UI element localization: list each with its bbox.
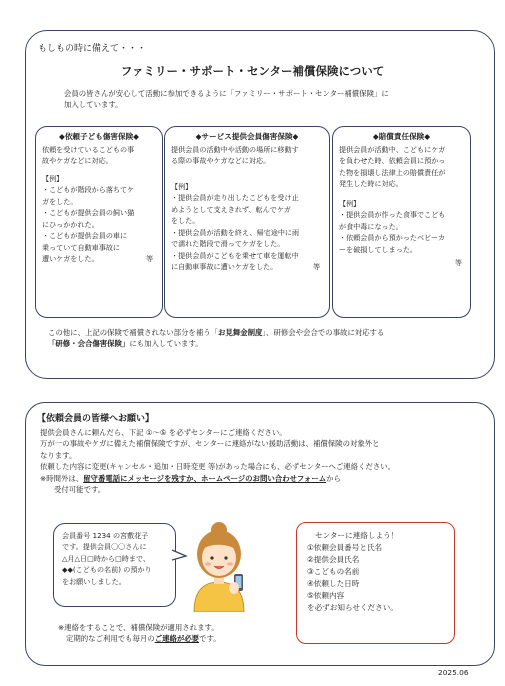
card-child-injury-insurance: ◆依頼子ども傷害保険◆ 依頼を受けているこどもの事 故やケガなどに対応。 【例】 ・こどもが階段から落ちてケ ガをした。 ・こどもが提供会員の飼い猫 にひっかかれた。 ・こどもが提供会員の車に 乗っていて自動車事故に 遭いケガをした。 等 xyxy=(35,126,163,318)
list-item: ⑤依頼内容 xyxy=(307,590,345,600)
card-title: ◆賠償責任保険◆ xyxy=(372,132,431,141)
insurance-notice: ※連絡をすることで、補償保険が適用されます。 定期的なご利用でも毎月のご連絡が必要です。 xyxy=(58,623,221,644)
list-item: ③こどもの名前 xyxy=(307,566,360,576)
list-item: ・依頼会員から預かったベビーカ ーを破損してしまった。 xyxy=(339,233,445,254)
list-item: ・こどもが階段から落ちてケ ガをした。 xyxy=(42,185,135,206)
list-item: ・こどもが提供会員の車に 乗っていて自動車事故に 遭いケガをした。 等 xyxy=(42,231,154,264)
list-item: ・提供会員が活動を終え、帰宅途中に雨 で濡れた階段で滑ってケガをした。 xyxy=(171,227,300,249)
section2-body: 提供会員さんに頼んだら、下記 ①～⑤ を必ずセンターにご連絡ください。 万が一の事故やケガに備えた補償保険ですが、センターに連絡がない援助活動は、補償保険の対象外と なります。 依頼した内容に変更(キャンセル・追加・日時変更 等)があった場合にも、必ずセンターへご連絡ください。 ※時間外は、留守番電話にメッセージを残すか、ホームページのお問い合わせフォームから 受付可能です。 xyxy=(40,428,396,495)
document-date: 2025.06 xyxy=(438,668,469,677)
card-liability-insurance: ◆賠償責任保険◆ 提供会員が活動中、こどもにケガ を負わせた時、依頼会員に預かっ た物を損壊し法律上の賠償責任が 発生した時に対応。 【例】 ・提供会員が作った食事でこども が食中毒になった。 ・依頼会員から預かったベビーカ ーを破損してしまった。 等 xyxy=(332,126,471,318)
list-item: ④依頼した日時 xyxy=(307,578,360,588)
woman-on-phone-illustration xyxy=(184,520,254,612)
section1-title: ファミリー・サポート・センター補償保険について xyxy=(120,64,385,78)
contact-footer: を必ずお知らせください。 xyxy=(307,602,398,612)
section2-heading: 【依頼会員の皆様へお願い】 xyxy=(37,414,155,424)
list-item: ①依頼会員番号と氏名 xyxy=(307,542,383,552)
card-title: ◆依頼子ども傷害保険◆ xyxy=(58,132,140,141)
card-title: ◆サービス提供会員傷害保険◆ xyxy=(195,132,299,141)
card-provider-injury-insurance: ◆サービス提供会員傷害保険◆ 提供会員の活動中や活動の場所に移動す る際の事故やケガなどに対応。 【例】 ・提供会員が走り出したこどもを受け止 めようとして支えきれず、転んでケガ をした。 ・提供会員が活動を終え、帰宅途中に雨 で濡れた階段で滑ってケガをした。 ・提供会員がこどもを乗せて車を運転中 に自動車事故に遭いケガをした。 等 xyxy=(164,126,330,318)
list-item: ・提供会員が作った食事でこども が食中毒になった。 xyxy=(339,210,446,231)
section1-note: この他に、上記の保険で補償されない部分を補う「お見舞金制度」、研修会や会合での事故に対応する 「研修・会合傷害保険」にも加入しています。 xyxy=(48,328,385,349)
contact-title: センターに連絡しよう！ xyxy=(315,531,399,540)
example-message-bubble: 会員番号 1234 の宮敷花子 です。提供会員〇〇さんに △月△日□時から□時まで、 ◆◆(こどもの名前) の預かり をお願いしました。 xyxy=(53,523,176,607)
etc-label: 等 xyxy=(454,258,462,268)
contact-checklist xyxy=(296,522,455,644)
section1-intro: 会員の皆さんが安心して活動に参加できるように「ファミリー・サポート・センター補償保険」に 加入しています。 xyxy=(64,89,389,110)
list-item: ・こどもが提供会員の飼い猫 にひっかかれた。 xyxy=(42,208,135,229)
list-item: ・提供会員が走り出したこどもを受け止 めようとして支えきれず、転んでケガ をした。 xyxy=(171,193,299,226)
list-item: ②提供会員氏名 xyxy=(307,554,360,564)
section1-heading: もしもの時に備えて・・・ xyxy=(38,44,147,54)
list-item: ・提供会員がこどもを乗せて車を運転中 に自動車事故に遭いケガをした。 等 xyxy=(171,250,321,272)
